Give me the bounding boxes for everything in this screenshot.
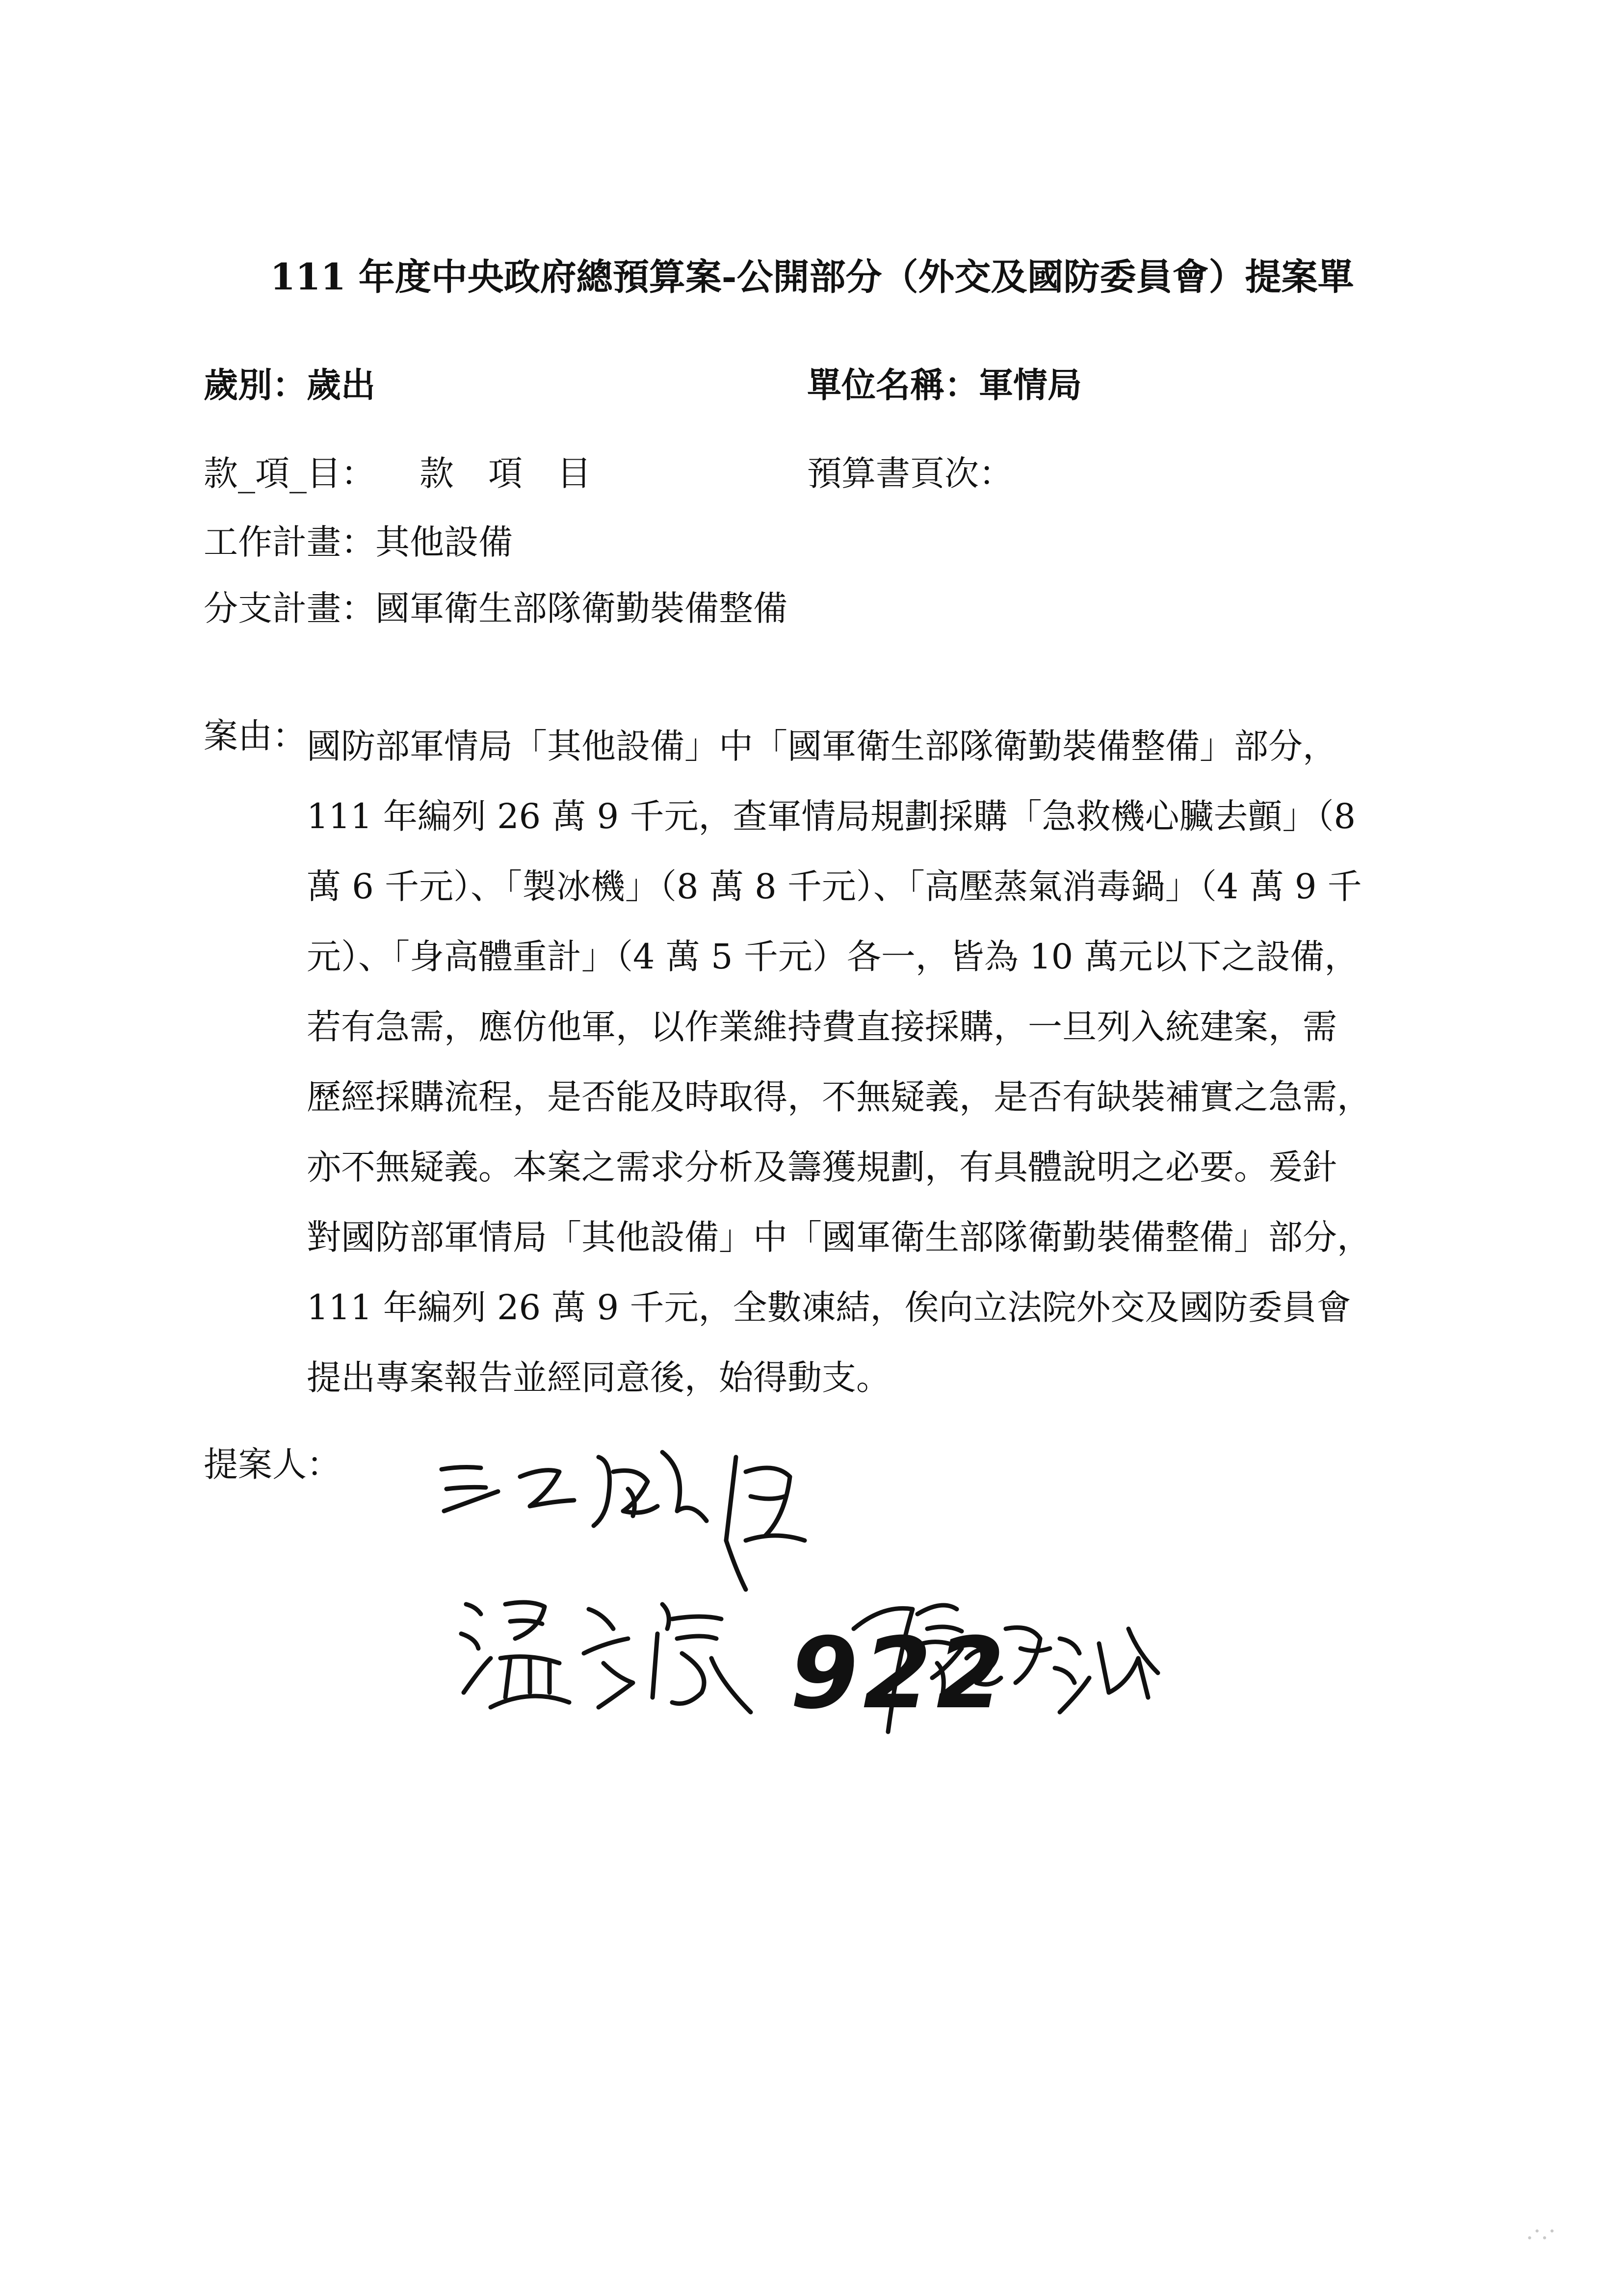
signature-1: [432, 1442, 873, 1604]
reason-body: [307, 711, 1457, 1413]
reason-label: 案由：: [204, 716, 307, 756]
category-label: 歲別：: [204, 365, 307, 405]
item-label: 款_項_目：: [204, 453, 375, 494]
category-field: [204, 361, 375, 410]
page-title: 111 年度中央政府總預算案-公開部分（外交及國防委員會）提案單: [270, 256, 1354, 298]
reason-line: 國防部軍情局「其他設備」中「國軍衛生部隊衛勤裝備整備」部分，: [307, 726, 1337, 766]
signature-2: [456, 1585, 790, 1747]
page-ref-label: 預算書頁次：: [807, 453, 1013, 494]
item-value: 款 項 目: [419, 453, 591, 494]
reason-line: 111 年編列 26 萬 9 千元，查軍情局規劃採購「急救機心臟去顫」（8: [307, 796, 1356, 836]
plan-label: 工作計畫：: [204, 522, 375, 562]
plan-value: 其他設備: [375, 522, 513, 562]
unit-value: 軍情局: [979, 365, 1082, 405]
page-number: [785, 1614, 1010, 1732]
subplan-field: [204, 584, 787, 633]
reason-line: 若有急需，應仿他軍，以作業維持費直接採購，一旦列入統建案，需: [307, 1007, 1337, 1047]
reason-line: 亦不無疑義。本案之需求分析及籌獲規劃，有具體說明之必要。爰針: [307, 1147, 1337, 1187]
subplan-label: 分支計畫：: [204, 588, 375, 628]
scan-mark: .·.·: [1526, 2218, 1556, 2245]
category-value: 歲出: [307, 365, 375, 405]
item-field: [204, 449, 375, 498]
proposer-label: 提案人：: [204, 1444, 341, 1485]
reason-line: 元）、「身高體重計」（4 萬 5 千元）各一，皆為 10 萬元以下之設備，: [307, 937, 1359, 977]
subplan-value: 國軍衛生部隊衛勤裝備整備: [375, 588, 787, 628]
reason-line: 111 年編列 26 萬 9 千元，全數凍結，俟向立法院外交及國防委員會: [307, 1287, 1351, 1328]
unit-field: [807, 361, 1082, 410]
page-number-text: 922: [790, 1617, 1010, 1731]
plan-field: [204, 518, 513, 567]
reason-line: 提出專案報告並經同意後，始得動支。: [307, 1357, 891, 1398]
unit-label: 單位名稱：: [807, 365, 979, 405]
reason-line: 歷經採購流程，是否能及時取得，不無疑義，是否有缺裝補實之急需，: [307, 1077, 1371, 1117]
reason-line: 對國防部軍情局「其他設備」中「國軍衛生部隊衛勤裝備整備」部分，: [307, 1217, 1371, 1257]
page-ref-field: [807, 449, 1013, 498]
reason-line: 萬 6 千元）、「製冰機」（8 萬 8 千元）、「高壓蒸氣消毒鍋」（4 萬 9 千: [307, 866, 1362, 907]
